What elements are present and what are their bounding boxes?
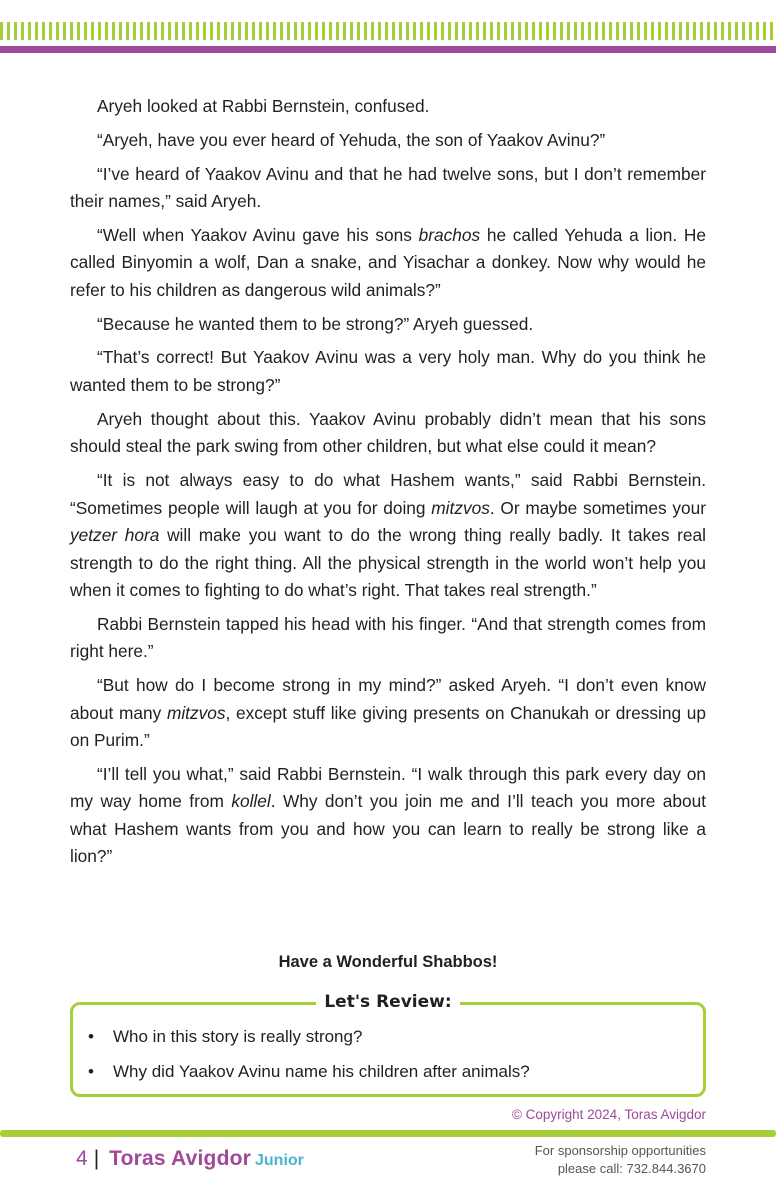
text-run: “That’s correct! But Yaakov Avinu was a very holy man. Why do you think he wanted them to be strong?” xyxy=(70,347,706,395)
copyright-notice: © Copyright 2024, Toras Avigdor xyxy=(511,1107,706,1122)
top-tick-border xyxy=(0,22,776,40)
text-run: Aryeh thought about this. Yaakov Avinu probably didn’t mean that his sons should steal the park swing from other children, but what else could it mean? xyxy=(70,408,706,457)
text-run: will make you want to do the wrong thing really badly. It takes real strength to do the right thing. All the physical strength in the world won’t help you when it comes to fighting to do what’s right. That takes real strength.” xyxy=(70,525,706,601)
top-divider xyxy=(0,46,776,53)
story-paragraph xyxy=(70,467,706,605)
italic-term: yetzer hora xyxy=(70,525,160,546)
story-paragraph xyxy=(70,672,706,755)
sponsorship-line: For sponsorship opportunities xyxy=(534,1143,706,1158)
story-paragraph xyxy=(70,161,706,216)
text-run: . Or maybe sometimes your xyxy=(489,497,706,518)
italic-term: kollel xyxy=(231,791,271,812)
brand-suffix: Junior xyxy=(255,1152,304,1169)
story-paragraph xyxy=(70,344,706,399)
story-paragraph xyxy=(70,93,706,121)
review-question-text: Who in this story is really strong? xyxy=(113,1027,363,1046)
italic-term: brachos xyxy=(418,224,481,245)
sponsorship-phone: please call: 732.844.3670 xyxy=(557,1161,706,1176)
text-run: “But how do I become strong in my mind?” asked Aryeh. “I don’t even know about many xyxy=(70,675,706,723)
italic-term: mitzvos xyxy=(166,702,226,723)
story-paragraph xyxy=(70,761,706,871)
review-question xyxy=(86,1025,686,1049)
text-run: “I’ve heard of Yaakov Avinu and that he had twelve sons, but I don’t remember their names,” said Aryeh. xyxy=(70,163,706,212)
text-run: . Why don’t you join me and I’ll teach you more about what Hashem wants from you and how you can learn to really be strong like a lion?” xyxy=(70,791,706,867)
footer-brand xyxy=(76,1145,304,1173)
italic-term: mitzvos xyxy=(431,497,490,518)
text-run: “Because he wanted them to be strong?” Aryeh guessed. xyxy=(97,313,534,334)
story-paragraph xyxy=(70,311,706,339)
story-paragraph xyxy=(70,611,706,666)
closing-greeting: Have a Wonderful Shabbos! xyxy=(278,953,498,971)
text-run: “Well when Yaakov Avinu gave his sons xyxy=(97,224,419,245)
text-run: Rabbi Bernstein tapped his head with his finger. “And that strength comes from right here.” xyxy=(70,613,706,662)
story-body xyxy=(70,93,706,877)
sponsorship-info xyxy=(535,1142,706,1178)
text-run: he called Yehuda a lion. He called Binyomin a wolf, Dan a snake, and Yisachar a donkey. Now why would he refer to his children as dangerous wild animals?” xyxy=(70,224,706,300)
story-paragraph xyxy=(70,406,706,461)
bullet-icon: • xyxy=(88,1027,94,1046)
review-list xyxy=(86,1025,686,1095)
page-number: 4 xyxy=(76,1147,88,1170)
review-question-text: Why did Yaakov Avinu name his children after animals? xyxy=(113,1062,530,1081)
bullet-icon: • xyxy=(88,1062,94,1081)
review-question xyxy=(86,1060,686,1084)
text-run: Aryeh looked at Rabbi Bernstein, confused. xyxy=(97,96,430,116)
review-title: Let's Review: xyxy=(316,990,460,1014)
text-run: “Aryeh, have you ever heard of Yehuda, the son of Yaakov Avinu?” xyxy=(97,129,606,150)
text-run: , except stuff like giving presents on Chanukah or dressing up on Purim.” xyxy=(70,702,706,751)
text-run: “I’ll tell you what,” said Rabbi Bernstein. “I walk through this park every day on my way home from xyxy=(70,763,706,812)
bottom-divider xyxy=(0,1130,776,1137)
story-paragraph xyxy=(70,127,706,155)
footer-separator: | xyxy=(93,1147,100,1170)
text-run: “It is not always easy to do what Hashem wants,” said Rabbi Bernstein. “Sometimes people will laugh at you for doing xyxy=(70,470,706,518)
brand-name: Toras Avigdor xyxy=(109,1147,251,1170)
story-paragraph xyxy=(70,222,706,305)
